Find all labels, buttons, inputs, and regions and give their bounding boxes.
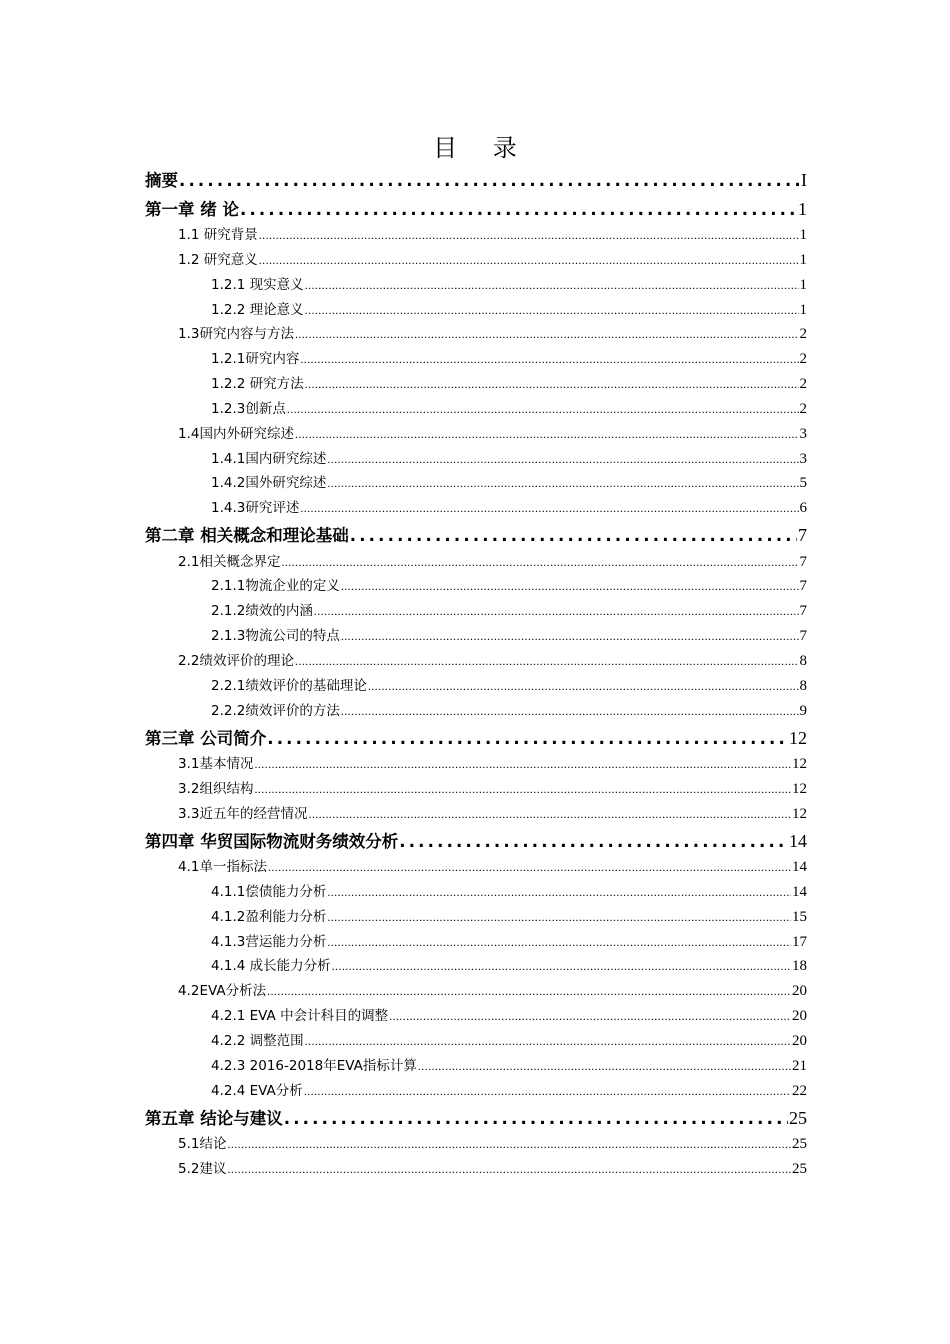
toc-subsection-entry[interactable] [145, 298, 807, 323]
toc-entry-label: 3.1基本情况 [178, 756, 254, 773]
toc-entry-page-number: 6 [799, 500, 807, 517]
toc-entry-page-number: 14 [792, 859, 807, 876]
toc-entry-label: 4.1.1偿债能力分析 [211, 883, 327, 900]
toc-entry-page-number: 7 [799, 628, 807, 645]
dot-leader [305, 1029, 791, 1054]
toc-entry-label: 摘要 [145, 171, 178, 190]
toc-entry-label: 2.1.1物流企业的定义 [211, 578, 340, 595]
toc-section-entry[interactable] [145, 550, 807, 575]
toc-entry-label: 2.2绩效评价的理论 [178, 653, 294, 669]
dot-leader [240, 196, 797, 224]
toc-entry-page-number: 20 [792, 1032, 807, 1049]
toc-entry-page-number: 1 [799, 227, 807, 243]
dot-leader [305, 273, 799, 298]
toc-entry-label: 第四章 华贸国际物流财务绩效分析 [145, 831, 399, 851]
table-of-contents [145, 166, 807, 1182]
toc-entry-label: 2.2.2绩效评价的方法 [211, 702, 340, 719]
dot-leader [418, 1054, 791, 1079]
dot-leader [268, 855, 791, 880]
toc-section-entry[interactable] [145, 979, 807, 1004]
toc-entry-label: 2.2.1绩效评价的基础理论 [211, 677, 367, 694]
dot-leader [254, 752, 791, 777]
toc-entry-page-number: 8 [799, 677, 807, 694]
toc-chapter-entry[interactable] [145, 521, 807, 550]
toc-entry-label: 4.2.1 EVA 中会计科目的调整 [211, 1008, 389, 1025]
toc-entry-label: 4.1.3营运能力分析 [211, 933, 327, 950]
toc-subsection-entry[interactable] [145, 674, 807, 699]
toc-subsection-entry[interactable] [145, 273, 807, 298]
toc-entry-label: 4.1.4 成长能力分析 [211, 958, 331, 975]
toc-chapter-entry[interactable] [145, 1104, 807, 1133]
dot-leader [327, 880, 791, 905]
toc-entry-page-number: 2 [799, 376, 807, 393]
toc-entry-page-number: 3 [799, 425, 807, 442]
dot-leader [295, 322, 799, 347]
dot-leader [227, 1132, 791, 1157]
dot-leader [341, 574, 799, 599]
toc-subsection-entry[interactable] [145, 1004, 807, 1029]
toc-entry-page-number: 2 [799, 351, 807, 368]
toc-subsection-entry[interactable] [145, 347, 807, 372]
dot-leader [308, 802, 791, 827]
toc-subsection-entry[interactable] [145, 574, 807, 599]
toc-entry-page-number: 12 [789, 727, 807, 748]
dot-leader [389, 1004, 791, 1029]
toc-section-entry[interactable] [145, 649, 807, 674]
toc-subsection-entry[interactable] [145, 624, 807, 649]
dot-leader [179, 167, 800, 195]
toc-entry-label: 1.2.3创新点 [211, 400, 286, 417]
toc-entry-page-number: 7 [799, 578, 807, 595]
dot-leader [332, 954, 791, 979]
toc-section-entry[interactable] [145, 752, 807, 777]
toc-entry-page-number: 1 [799, 301, 807, 318]
toc-entry-label: 4.2EVA分析法 [178, 983, 267, 1000]
toc-entry-label: 4.2.2 调整范围 [211, 1032, 304, 1049]
toc-entry-page-number: 21 [792, 1057, 807, 1074]
toc-chapter-entry[interactable] [145, 166, 807, 195]
toc-entry-label: 1.2.2 研究方法 [211, 376, 304, 393]
toc-entry-page-number: 17 [792, 933, 807, 950]
toc-entry-page-number: 3 [799, 450, 807, 467]
toc-entry-label: 1.2.2 理论意义 [211, 301, 304, 318]
toc-subsection-entry[interactable] [145, 930, 807, 955]
toc-subsection-entry[interactable] [145, 905, 807, 930]
dot-leader [267, 979, 791, 1004]
toc-section-entry[interactable] [145, 248, 807, 273]
toc-entry-label: 4.1.2盈利能力分析 [211, 908, 327, 925]
toc-entry-label: 1.4国内外研究综述 [178, 425, 294, 442]
toc-section-entry[interactable] [145, 422, 807, 447]
toc-entry-label: 2.1.2绩效的内涵 [211, 603, 313, 620]
toc-subsection-entry[interactable] [145, 880, 807, 905]
dot-leader [350, 522, 797, 550]
toc-subsection-entry[interactable] [145, 954, 807, 979]
toc-entry-page-number: 25 [792, 1136, 807, 1152]
toc-section-entry[interactable] [145, 855, 807, 880]
toc-entry-page-number: 20 [792, 983, 807, 1000]
toc-entry-page-number: 1 [799, 251, 807, 268]
toc-section-entry[interactable] [145, 1132, 807, 1157]
dot-leader [341, 624, 799, 649]
toc-entry-page-number: 22 [792, 1082, 807, 1099]
toc-entry-page-number: 15 [792, 908, 807, 925]
toc-entry-label: 第五章 结论与建议 [145, 1108, 283, 1128]
dot-leader [227, 1157, 791, 1182]
toc-entry-page-number: 12 [792, 756, 807, 773]
toc-chapter-entry[interactable] [145, 195, 807, 224]
toc-entry-label: 1.4.2国外研究综述 [211, 475, 327, 492]
toc-entry-label: 5.1结论 [178, 1136, 227, 1152]
toc-subsection-entry[interactable] [145, 1054, 807, 1079]
dot-leader [300, 347, 798, 372]
toc-section-entry[interactable] [145, 1157, 807, 1182]
toc-entry-page-number: 5 [799, 475, 807, 492]
toc-subsection-entry[interactable] [145, 397, 807, 422]
dot-leader [281, 550, 798, 575]
toc-entry-label: 1.1 研究背景 [178, 227, 258, 243]
toc-entry-page-number: 14 [789, 830, 807, 851]
toc-subsection-entry[interactable] [145, 1079, 807, 1104]
dot-leader [327, 930, 791, 955]
toc-entry-label: 1.2.1 现实意义 [211, 276, 304, 293]
toc-subsection-entry[interactable] [145, 447, 807, 472]
toc-subsection-entry[interactable] [145, 496, 807, 521]
toc-subsection-entry[interactable] [145, 471, 807, 496]
toc-entry-page-number: 2 [799, 400, 807, 417]
dot-leader [259, 223, 799, 248]
toc-entry-page-number: 1 [799, 276, 807, 293]
toc-entry-label: 1.2.1研究内容 [211, 351, 300, 368]
dot-leader [314, 599, 799, 624]
toc-subsection-entry[interactable] [145, 699, 807, 724]
toc-entry-label: 第一章 绪 论 [145, 199, 239, 219]
toc-entry-label: 1.4.3研究评述 [211, 500, 300, 517]
toc-entry-page-number: 12 [792, 780, 807, 797]
toc-entry-label: 1.4.1国内研究综述 [211, 450, 327, 467]
dot-leader [368, 674, 799, 699]
toc-entry-label: 4.2.3 2016-2018年EVA指标计算 [211, 1057, 417, 1074]
dot-leader [284, 1105, 788, 1133]
toc-entry-label: 3.2组织结构 [178, 780, 254, 797]
toc-entry-page-number: 18 [792, 958, 807, 975]
dot-leader [341, 699, 799, 724]
toc-chapter-entry[interactable] [145, 724, 807, 753]
toc-chapter-entry[interactable] [145, 827, 807, 856]
toc-section-entry[interactable] [145, 322, 807, 347]
dot-leader [399, 828, 788, 856]
toc-entry-label: 2.1相关概念界定 [178, 553, 281, 570]
toc-entry-page-number: 7 [799, 553, 807, 570]
dot-leader [287, 397, 799, 422]
toc-entry-label: 2.1.3物流公司的特点 [211, 628, 340, 645]
toc-entry-label: 1.2 研究意义 [178, 251, 258, 268]
toc-entry-label: 3.3近五年的经营情况 [178, 805, 308, 822]
toc-section-entry[interactable] [145, 802, 807, 827]
toc-entry-page-number: 2 [799, 326, 807, 343]
toc-entry-page-number: 8 [799, 653, 807, 669]
page-title: 目 录 [433, 134, 531, 162]
dot-leader [295, 422, 799, 447]
toc-entry-page-number: I [801, 170, 807, 190]
dot-leader [295, 649, 799, 674]
toc-entry-page-number: 20 [792, 1008, 807, 1025]
dot-leader [327, 471, 798, 496]
dot-leader [254, 777, 791, 802]
toc-entry-label: 第三章 公司简介 [145, 728, 267, 748]
toc-entry-page-number: 9 [799, 702, 807, 719]
dot-leader [304, 1079, 791, 1104]
toc-entry-page-number: 1 [798, 198, 807, 219]
toc-subsection-entry[interactable] [145, 599, 807, 624]
toc-entry-label: 1.3研究内容与方法 [178, 326, 294, 343]
dot-leader [305, 372, 799, 397]
toc-entry-label: 5.2建议 [178, 1160, 227, 1177]
toc-entry-label: 第二章 相关概念和理论基础 [145, 526, 349, 546]
toc-entry-page-number: 12 [792, 805, 807, 822]
toc-entry-label: 4.2.4 EVA分析 [211, 1082, 303, 1099]
toc-section-entry[interactable] [145, 223, 807, 248]
dot-leader [259, 248, 799, 273]
toc-entry-page-number: 14 [792, 883, 807, 900]
toc-section-entry[interactable] [145, 777, 807, 802]
toc-entry-page-number: 7 [799, 603, 807, 620]
toc-entry-label: 4.1单一指标法 [178, 859, 267, 876]
dot-leader [300, 496, 798, 521]
dot-leader [267, 725, 788, 753]
dot-leader [305, 298, 799, 323]
dot-leader [327, 447, 798, 472]
toc-subsection-entry[interactable] [145, 1029, 807, 1054]
dot-leader [327, 905, 791, 930]
toc-entry-page-number: 25 [789, 1107, 807, 1128]
toc-entry-page-number: 7 [798, 525, 807, 546]
toc-subsection-entry[interactable] [145, 372, 807, 397]
toc-entry-page-number: 25 [792, 1160, 807, 1177]
